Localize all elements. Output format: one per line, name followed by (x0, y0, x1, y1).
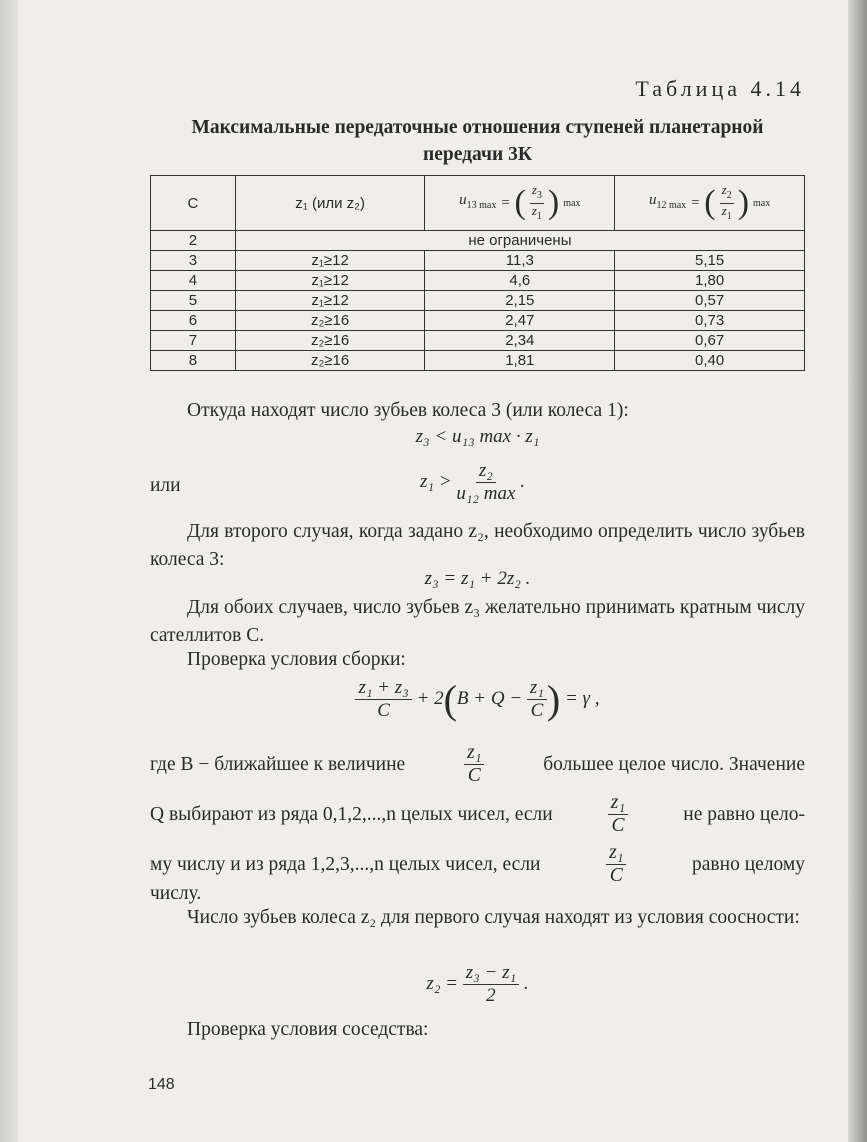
paragraph-7: му числу и из ряда 1,2,3,...,n целых чисел, если $\frac{\text{z₁}}{C}$ равно целому (150, 842, 805, 886)
paragraph-5: где B − ближайшее к величине $\frac{\text{z₁}}{C}$ большее целое число. Значение (150, 742, 805, 786)
paragraph-9: Число зубьев колеса z₂ для первого случая находят из условия соосности: (187, 907, 800, 928)
gear-ratio-table (150, 175, 805, 371)
paragraph-8: числу. (150, 883, 202, 904)
cell-unlimited: не ограничены (235, 231, 804, 251)
paragraph-6: Q выбирают из ряда 0,1,2,...,n целых чисел, если $\frac{\text{z₁}}{C}$ не равно цело- (150, 792, 805, 836)
formula-4: $\frac{\text{z₁ + z₃}}{C}$ + 2(B + Q − $\frac{\text{z₁}}{C}$ ) = γ , (150, 676, 805, 723)
paragraph-3: Для обоих случаев, число зубьев z₃ желательно принимать кратным числу сателлитов C. (150, 597, 805, 646)
header-u13: $u_{13 max}$ = ( $\frac{z_3}{z_1}$ ) max (425, 176, 615, 231)
formula-1: z₃ < u₁₃ max · z₁ (415, 426, 540, 447)
cell-u12: 1,80 (615, 271, 805, 291)
cell-z: z₂≥16 (235, 331, 425, 351)
paragraph-1: Откуда находят число зубьев колеса 3 (или колеса 1): (187, 400, 629, 421)
cell-z: z₂≥16 (235, 351, 425, 371)
table-row (151, 311, 805, 331)
cell-u13: 1,81 (425, 351, 615, 371)
cell-c: 7 (151, 331, 236, 351)
table-row (151, 251, 805, 271)
table-label: Таблица 4.14 (635, 76, 805, 101)
table-row (151, 331, 805, 351)
header-u12: $u_{12 max}$ = ( $\frac{z_2}{z_1}$ ) max (615, 176, 805, 231)
title-line-1: Максимальные передаточные отношения ступеней планетарной (191, 117, 764, 138)
table-row (151, 231, 805, 251)
paragraph-10: Проверка условия соседства: (187, 1019, 429, 1040)
cell-c: 6 (151, 311, 236, 331)
cell-u13: 2,47 (425, 311, 615, 331)
cell-z: z₂≥16 (235, 311, 425, 331)
cell-u12: 5,15 (615, 251, 805, 271)
cell-u13: 11,3 (425, 251, 615, 271)
title-line-2: передачи 3К (423, 144, 532, 165)
page-right-edge (848, 0, 867, 1142)
cell-u12: 0,67 (615, 331, 805, 351)
cell-z: z₁≥12 (235, 251, 425, 271)
table-header-row (151, 176, 805, 231)
cell-z: z₁≥12 (235, 291, 425, 311)
paragraph-4: Проверка условия сборки: (187, 649, 406, 670)
formula-3: z₃ = z₁ + 2z₂ . (424, 568, 531, 589)
cell-c: 3 (151, 251, 236, 271)
page-number: 148 (148, 1076, 175, 1093)
word-or: или (150, 475, 181, 496)
cell-u12: 0,73 (615, 311, 805, 331)
cell-c: 8 (151, 351, 236, 371)
cell-u13: 2,34 (425, 331, 615, 351)
paragraph-2: Для второго случая, когда задано z₂, необходимо определить число зубьев колеса 3: (150, 521, 805, 570)
cell-u13: 2,15 (425, 291, 615, 311)
formula-5: z₂ = $\frac{\text{z₃ − z₁}}{2}$ . (426, 962, 529, 1006)
header-c: C (151, 176, 236, 231)
cell-u13: 4,6 (425, 271, 615, 291)
formula-2: z₁ > $\frac{\text{z₂}}{\text{u₁₂ max}}$ . (420, 460, 525, 504)
table-title (150, 114, 805, 168)
page-left-edge (0, 0, 18, 1142)
table-row (151, 291, 805, 311)
table-row (151, 351, 805, 371)
cell-z: z₁≥12 (235, 271, 425, 291)
cell-u12: 0,57 (615, 291, 805, 311)
cell-c: 4 (151, 271, 236, 291)
table-row (151, 271, 805, 291)
header-z: z₁ (или z₂) (235, 176, 425, 231)
cell-c: 5 (151, 291, 236, 311)
cell-u12: 0,40 (615, 351, 805, 371)
cell-c: 2 (151, 231, 236, 251)
